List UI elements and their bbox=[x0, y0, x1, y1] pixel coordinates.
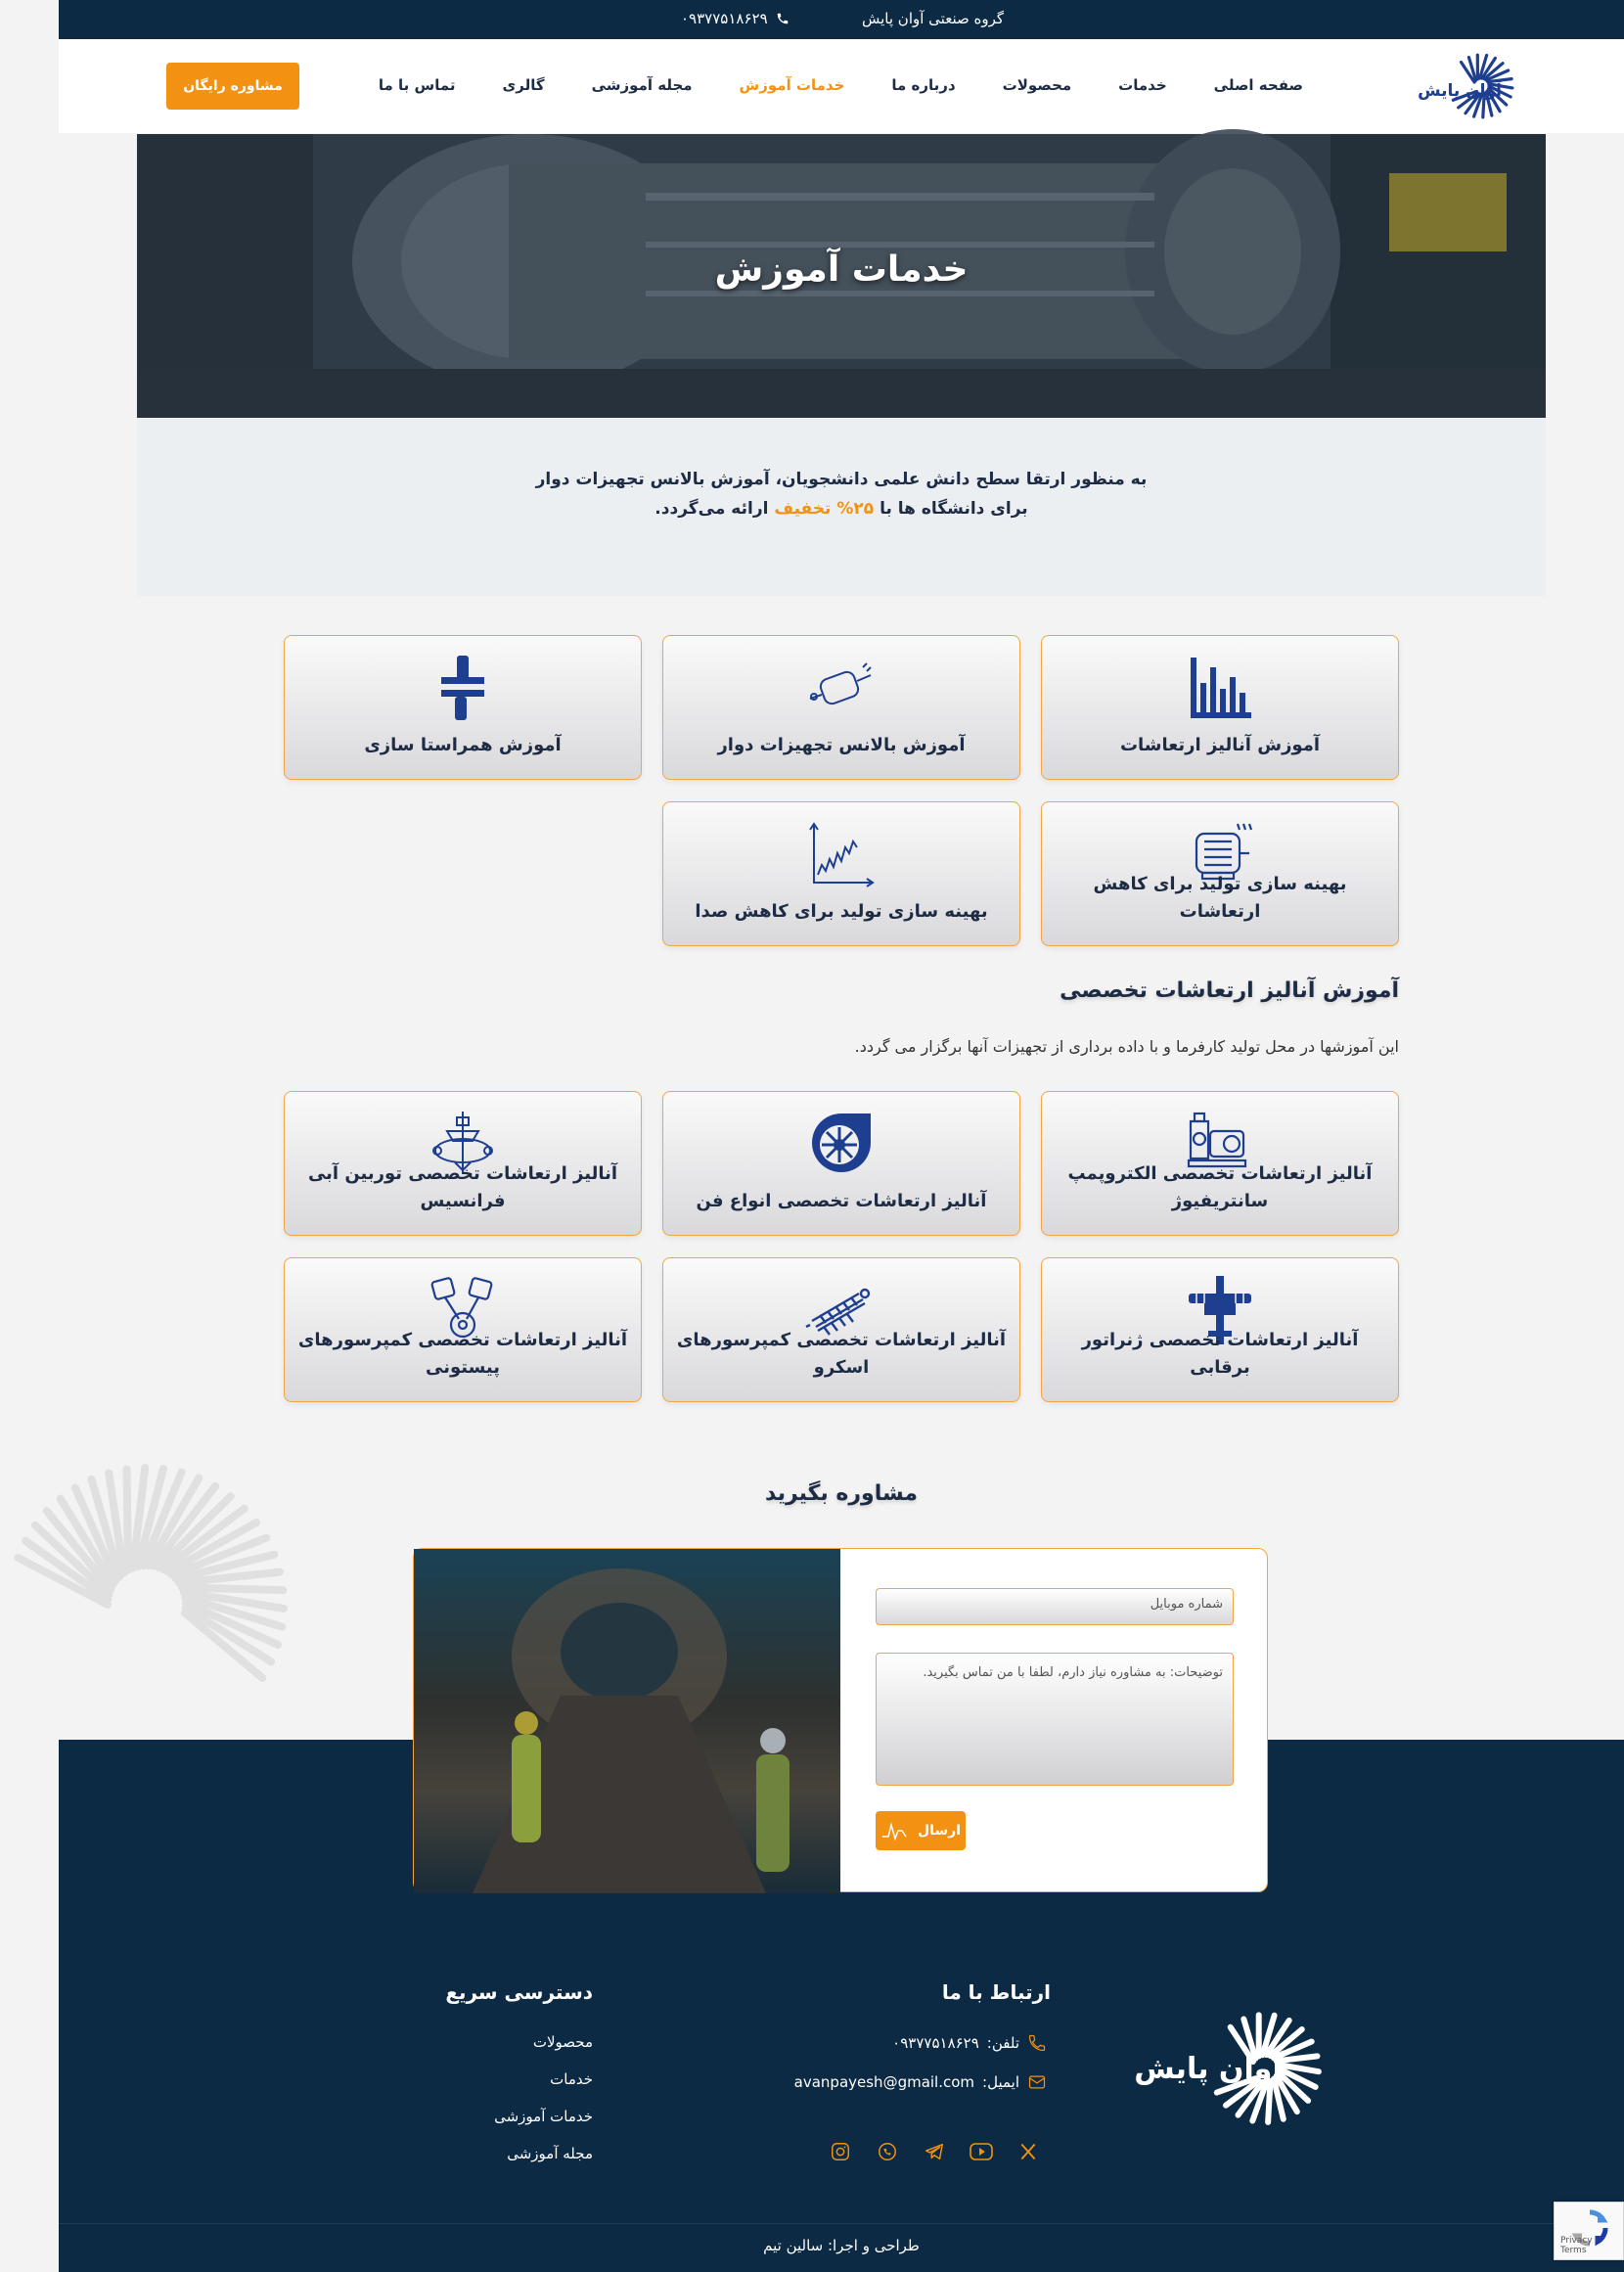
telegram-icon[interactable] bbox=[922, 2139, 947, 2164]
footer-email[interactable] bbox=[794, 2072, 1047, 2092]
footer-link-products[interactable]: محصولات bbox=[532, 2033, 593, 2051]
footer-logo-text: آوان پایش bbox=[1134, 2052, 1283, 2086]
nav-item-home[interactable]: صفحه اصلی bbox=[1213, 76, 1303, 94]
mobile-input[interactable]: شماره موبایل bbox=[876, 1588, 1234, 1625]
card-alignment-training[interactable] bbox=[284, 635, 642, 780]
card-balance-training[interactable] bbox=[662, 635, 1020, 780]
card-title: آنالیز ارتعاشات تخصصی الکتروپمپ سانتریفیوژ bbox=[1067, 1163, 1373, 1211]
nav-item-contact[interactable]: تماس با ما bbox=[378, 76, 456, 94]
intro-line-1: به منظور ارتقا سطح دانش علمی دانشجویان، آموزش بالانس تجهیزات دوار bbox=[535, 470, 1148, 489]
footer-logo[interactable] bbox=[1134, 2000, 1321, 2137]
youtube-icon[interactable] bbox=[969, 2139, 994, 2164]
decorative-fan-watermark bbox=[0, 1389, 293, 1742]
card-title: آموزش بالانس تجهیزات دوار bbox=[717, 735, 966, 755]
site-logo[interactable] bbox=[1418, 51, 1514, 121]
card-title: آنالیز ارتعاشات تخصصی کمپرسورهای اسکرو bbox=[676, 1330, 1007, 1378]
social-links bbox=[828, 2139, 1041, 2164]
consult-title: مشاوره بگیرید bbox=[765, 1481, 918, 1506]
fan-icon bbox=[806, 1110, 877, 1178]
send-button[interactable] bbox=[876, 1811, 966, 1850]
send-icon bbox=[880, 1821, 910, 1840]
card-screw-compressor-analysis[interactable] bbox=[662, 1257, 1020, 1402]
noise-graph-icon bbox=[806, 820, 877, 888]
specialized-description: این آموزشها در محل تولید کارفرما و با داده برداری از تجهیزات آنها برگزار می گردد. bbox=[854, 1037, 1399, 1056]
card-vibration-analysis[interactable] bbox=[1041, 635, 1399, 780]
nav-item-training[interactable]: خدمات آموزش bbox=[739, 76, 845, 94]
footer-phone[interactable] bbox=[892, 2033, 1047, 2053]
message-textarea[interactable]: توضیحات: به مشاوره نیاز دارم، لطفا با من تماس بگیرید. bbox=[876, 1653, 1234, 1786]
intro-box bbox=[137, 418, 1546, 596]
footer-logo-icon bbox=[1134, 2000, 1321, 2137]
card-title: آموزش آنالیز ارتعاشات bbox=[1119, 735, 1321, 755]
recaptcha-text: Privacy - Terms bbox=[1560, 2236, 1599, 2255]
email-label: ایمیل: bbox=[982, 2073, 1019, 2091]
whatsapp-icon[interactable] bbox=[875, 2139, 900, 2164]
intro-line-2-post: ارائه می‌گردد. bbox=[654, 499, 769, 519]
card-title: آموزش همراستا سازی bbox=[364, 735, 562, 755]
card-noise-optimization[interactable] bbox=[662, 801, 1020, 946]
consult-image bbox=[414, 1549, 840, 1893]
card-title: آنالیز ارتعاشات تخصصی کمپرسورهای پیستونی bbox=[297, 1330, 628, 1378]
discount-highlight: ۲۵% تخفیف bbox=[774, 499, 875, 519]
card-turbine-analysis[interactable] bbox=[284, 1091, 642, 1236]
nav-item-magazine[interactable]: مجله آموزشی bbox=[591, 76, 693, 94]
nav-item-gallery[interactable]: گالری bbox=[502, 76, 545, 94]
card-title: آنالیز ارتعاشات تخصصی ژنراتور برقابی bbox=[1081, 1330, 1359, 1378]
page-title: خدمات آموزش bbox=[714, 250, 969, 290]
top-bar bbox=[59, 0, 1624, 39]
card-title: بهینه سازی تولید برای کاهش صدا bbox=[695, 901, 988, 922]
logo-text: آوان پایش bbox=[1418, 81, 1502, 101]
engineers-in-turbine-photo bbox=[414, 1549, 840, 1893]
top-bar-phone-number: ۰۹۳۷۷۵۱۸۶۲۹ bbox=[681, 10, 768, 27]
bar-chart-icon bbox=[1185, 654, 1255, 722]
footer-link-services[interactable]: خدمات bbox=[550, 2070, 593, 2088]
card-title: آنالیز ارتعاشات تخصصی انواع فن bbox=[696, 1191, 987, 1211]
top-bar-brand: گروه صنعتی آوان پایش bbox=[862, 10, 1004, 27]
footer-link-training[interactable]: خدمات آموزشی bbox=[494, 2108, 593, 2125]
top-bar-phone[interactable] bbox=[681, 10, 789, 27]
intro-line-2-pre: برای دانشگاه ها با bbox=[880, 499, 1028, 519]
card-fan-analysis[interactable] bbox=[662, 1091, 1020, 1236]
phone-icon bbox=[776, 12, 789, 25]
card-title: بهینه سازی تولید برای کاهش ارتعاشات bbox=[1093, 874, 1347, 922]
rotor-icon bbox=[806, 654, 877, 722]
consult-form bbox=[413, 1548, 1268, 1892]
logo-icon bbox=[1418, 51, 1514, 121]
x-icon[interactable] bbox=[1015, 2139, 1041, 2164]
card-pump-analysis[interactable] bbox=[1041, 1091, 1399, 1236]
phone-icon bbox=[1027, 2033, 1047, 2053]
nav-item-services[interactable]: خدمات bbox=[1118, 76, 1167, 94]
nav-item-products[interactable]: محصولات bbox=[1002, 76, 1072, 94]
card-title: آنالیز ارتعاشات تخصصی توربین آبی فرانسیس bbox=[307, 1163, 618, 1211]
recaptcha-badge[interactable] bbox=[1554, 2202, 1624, 2260]
quick-access-title: دسترسی سریع bbox=[445, 1980, 593, 2004]
phone-value: ۰۹۳۷۷۵۱۸۶۲۹ bbox=[892, 2034, 979, 2052]
card-piston-compressor-analysis[interactable] bbox=[284, 1257, 642, 1402]
send-label: ارسال bbox=[917, 1823, 962, 1839]
phone-label: تلفن: bbox=[986, 2034, 1019, 2052]
alignment-icon bbox=[428, 654, 498, 722]
email-value: avanpayesh@gmail.com bbox=[793, 2073, 975, 2091]
footer-credit: طراحی و اجرا: سالین تیم bbox=[763, 2237, 920, 2254]
footer-link-magazine[interactable]: مجله آموزشی bbox=[507, 2145, 593, 2162]
card-vibration-optimization[interactable] bbox=[1041, 801, 1399, 946]
contact-title: ارتباط با ما bbox=[941, 1980, 1051, 2004]
nav-item-about[interactable]: درباره ما bbox=[891, 76, 956, 94]
hero-banner bbox=[137, 134, 1546, 418]
main-nav bbox=[332, 76, 1303, 94]
intro-line-2 bbox=[137, 494, 1546, 523]
footer-divider bbox=[59, 2223, 1624, 2224]
instagram-icon[interactable] bbox=[828, 2139, 853, 2164]
free-consult-button[interactable]: مشاوره رایگان bbox=[166, 63, 299, 110]
email-icon bbox=[1027, 2072, 1047, 2092]
card-generator-analysis[interactable] bbox=[1041, 1257, 1399, 1402]
specialized-title: آموزش آنالیز ارتعاشات تخصصی bbox=[1060, 978, 1399, 1003]
